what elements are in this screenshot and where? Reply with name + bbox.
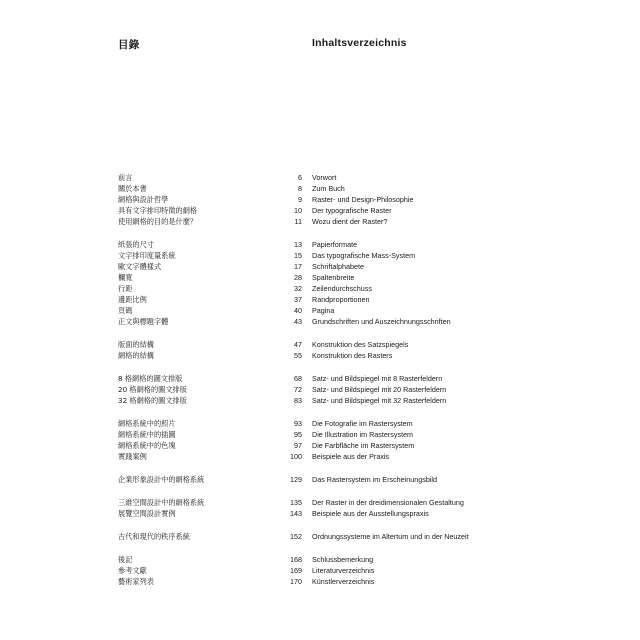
- toc-entry-chinese-title: 8 格網格的圖文排版: [118, 374, 183, 383]
- toc-entry-chinese-title: 企業形象設計中的網格系統: [118, 475, 205, 484]
- toc-group: [0, 531, 640, 542]
- toc-entry-german-title: Grundschriften und Auszeichnungsschriften: [312, 317, 451, 326]
- toc-entry[interactable]: [0, 531, 640, 542]
- toc-entry-page-number: 72: [294, 385, 302, 394]
- toc-entry-german-title: Schriftalphabete: [312, 262, 364, 271]
- toc-entry-chinese-title: 關於本書: [118, 184, 147, 193]
- toc-entry-page-number: 47: [294, 340, 302, 349]
- toc-group: [0, 418, 640, 462]
- toc-entry-german-title: Das typografische Mass-System: [312, 251, 416, 260]
- toc-entry-page-number: 43: [294, 317, 302, 326]
- toc-entry-page-number: 143: [290, 509, 302, 518]
- toc-entry-german-title: Beispiele aus der Praxis: [312, 452, 390, 461]
- toc-entry-chinese-title: 行距: [118, 284, 133, 293]
- toc-entry-german-title: Pagina: [312, 306, 335, 315]
- toc-entry-chinese-title: 網格與設計哲學: [118, 195, 169, 204]
- toc-entry-page-number: 129: [290, 475, 302, 484]
- toc-entry-page-number: 170: [290, 577, 302, 586]
- toc-entry-german-title: Die Farbfläche im Rastersystem: [312, 441, 415, 450]
- toc-entry-chinese-title: 歐文字體樣式: [118, 262, 162, 271]
- toc-entry-chinese-title: 網格的結構: [118, 351, 154, 360]
- toc-entry-page-number: 8: [298, 184, 302, 193]
- toc-entry[interactable]: [0, 474, 640, 485]
- toc-entry-chinese-title: 頁碼: [118, 306, 133, 315]
- toc-entry[interactable]: [0, 350, 640, 361]
- toc-entry-page-number: 97: [294, 441, 302, 450]
- toc-entry[interactable]: [0, 497, 640, 508]
- toc-entry-chinese-title: 20 格網格的圖文排版: [118, 385, 187, 394]
- toc-entry[interactable]: [0, 429, 640, 440]
- toc-group: [0, 497, 640, 519]
- toc-entry-german-title: Satz- und Bildspiegel mit 20 Rasterfeldern: [312, 385, 447, 394]
- toc-entry-chinese-title: 參考文獻: [118, 566, 147, 575]
- toc-entry-page-number: 68: [294, 374, 302, 383]
- toc-entry-german-title: Künstlerverzeichnis: [312, 577, 375, 586]
- toc-entry-page-number: 83: [294, 396, 302, 405]
- toc-entry[interactable]: [0, 172, 640, 183]
- table-of-contents: [0, 172, 640, 599]
- toc-entry-page-number: 37: [294, 295, 302, 304]
- toc-entry-chinese-title: 使用網格的目的是什麼？: [118, 217, 198, 226]
- toc-entry-page-number: 6: [298, 173, 302, 182]
- toc-entry[interactable]: [0, 440, 640, 451]
- toc-entry-german-title: Randproportionen: [312, 295, 370, 304]
- toc-entry[interactable]: [0, 395, 640, 406]
- toc-entry[interactable]: [0, 576, 640, 587]
- toc-entry-page-number: 11: [294, 217, 302, 226]
- toc-entry-page-number: 168: [290, 555, 302, 564]
- toc-entry[interactable]: [0, 294, 640, 305]
- toc-entry[interactable]: [0, 272, 640, 283]
- toc-entry-german-title: Beispiele aus der Ausstellungspraxis: [312, 509, 429, 518]
- toc-entry[interactable]: [0, 554, 640, 565]
- toc-entry-chinese-title: 邊距比例: [118, 295, 147, 304]
- toc-entry-chinese-title: 文字排印度量系統: [118, 251, 176, 260]
- toc-entry-german-title: Die Illustration im Rastersystem: [312, 430, 414, 439]
- toc-entry-german-title: Literaturverzeichnis: [312, 566, 375, 575]
- toc-entry-page-number: 10: [294, 206, 302, 215]
- toc-entry[interactable]: [0, 508, 640, 519]
- toc-entry-chinese-title: 網格系統中的插圖: [118, 430, 176, 439]
- toc-entry-german-title: Ordnungssysteme im Altertum und in der Neuzeit: [312, 532, 469, 541]
- toc-entry[interactable]: [0, 565, 640, 576]
- toc-entry-german-title: Wozu dient der Raster?: [312, 217, 388, 226]
- toc-entry[interactable]: [0, 216, 640, 227]
- toc-group: [0, 474, 640, 485]
- toc-entry-page-number: 9: [298, 195, 302, 204]
- toc-entry-german-title: Spaltenbreite: [312, 273, 355, 282]
- toc-entry-german-title: Der typografische Raster: [312, 206, 392, 215]
- toc-entry-page-number: 32: [294, 284, 302, 293]
- toc-entry-page-number: 13: [294, 240, 302, 249]
- toc-entry-page-number: 152: [290, 532, 302, 541]
- toc-entry-german-title: Zeilendurchschuss: [312, 284, 372, 293]
- toc-entry-chinese-title: 實踐案例: [118, 452, 147, 461]
- toc-entry-german-title: Die Fotografie im Rastersystem: [312, 419, 413, 428]
- toc-entry[interactable]: [0, 239, 640, 250]
- toc-entry-german-title: Schlussbemerkung: [312, 555, 374, 564]
- toc-entry-chinese-title: 藝術家列表: [118, 577, 154, 586]
- toc-entry-chinese-title: 版面的結構: [118, 340, 154, 349]
- toc-group: [0, 373, 640, 406]
- toc-entry-page-number: 135: [290, 498, 302, 507]
- toc-entry-page-number: 28: [294, 273, 302, 282]
- toc-entry[interactable]: [0, 373, 640, 384]
- toc-entry-chinese-title: 正文與標題字體: [118, 317, 169, 326]
- toc-entry[interactable]: [0, 384, 640, 395]
- toc-entry-chinese-title: 展覽空間設計實例: [118, 509, 176, 518]
- toc-group: [0, 239, 640, 327]
- toc-entry-page-number: 40: [294, 306, 302, 315]
- toc-entry-chinese-title: 網格系統中的照片: [118, 419, 176, 428]
- toc-entry[interactable]: [0, 183, 640, 194]
- toc-entry[interactable]: [0, 194, 640, 205]
- toc-entry-chinese-title: 具有文字排印特徵的網格: [118, 206, 198, 215]
- toc-entry-chinese-title: 古代和現代的秩序系統: [118, 532, 190, 541]
- toc-entry-german-title: Konstruktion des Satzspiegels: [312, 340, 409, 349]
- toc-group: [0, 554, 640, 587]
- heading-german: Inhaltsverzeichnis: [312, 37, 407, 49]
- toc-entry-page-number: 17: [294, 262, 302, 271]
- toc-entry-chinese-title: 32 格網格的圖文排版: [118, 396, 187, 405]
- toc-entry-page-number: 95: [294, 430, 302, 439]
- toc-group: [0, 172, 640, 227]
- toc-entry[interactable]: [0, 451, 640, 462]
- toc-entry[interactable]: [0, 316, 640, 327]
- toc-entry-page-number: 55: [294, 351, 302, 360]
- toc-entry-page-number: 93: [294, 419, 302, 428]
- toc-entry[interactable]: [0, 283, 640, 294]
- heading-chinese: 目錄: [118, 39, 140, 51]
- toc-entry-german-title: Satz- und Bildspiegel mit 32 Rasterfeldern: [312, 396, 447, 405]
- toc-entry-page-number: 15: [294, 251, 302, 260]
- toc-entry-german-title: Konstruktion des Rasters: [312, 351, 393, 360]
- toc-entry-page-number: 169: [290, 566, 302, 575]
- toc-entry-chinese-title: 三維空間設計中的網格系統: [118, 498, 205, 507]
- toc-entry[interactable]: [0, 205, 640, 216]
- toc-entry-chinese-title: 後記: [118, 555, 133, 564]
- toc-entry-german-title: Vorwort: [312, 173, 337, 182]
- toc-entry[interactable]: [0, 305, 640, 316]
- toc-entry-german-title: Raster- und Design-Philosophie: [312, 195, 414, 204]
- toc-entry-german-title: Das Rastersystem im Erscheinungsbild: [312, 475, 438, 484]
- toc-entry-german-title: Papierformate: [312, 240, 358, 249]
- toc-entry-chinese-title: 欄寬: [118, 273, 133, 282]
- toc-entry-chinese-title: 紙張的尺寸: [118, 240, 154, 249]
- toc-entry-german-title: Satz- und Bildspiegel mit 8 Rasterfeldern: [312, 374, 443, 383]
- toc-entry[interactable]: [0, 418, 640, 429]
- toc-entry[interactable]: [0, 261, 640, 272]
- toc-entry-chinese-title: 前言: [118, 173, 133, 182]
- toc-entry-german-title: Zum Buch: [312, 184, 345, 193]
- toc-entry[interactable]: [0, 250, 640, 261]
- toc-entry[interactable]: [0, 339, 640, 350]
- toc-entry-page-number: 100: [290, 452, 302, 461]
- toc-entry-chinese-title: 網格系統中的色塊: [118, 441, 176, 450]
- toc-entry-german-title: Der Raster in der dreidimensionalen Gestaltung: [312, 498, 464, 507]
- toc-group: [0, 339, 640, 361]
